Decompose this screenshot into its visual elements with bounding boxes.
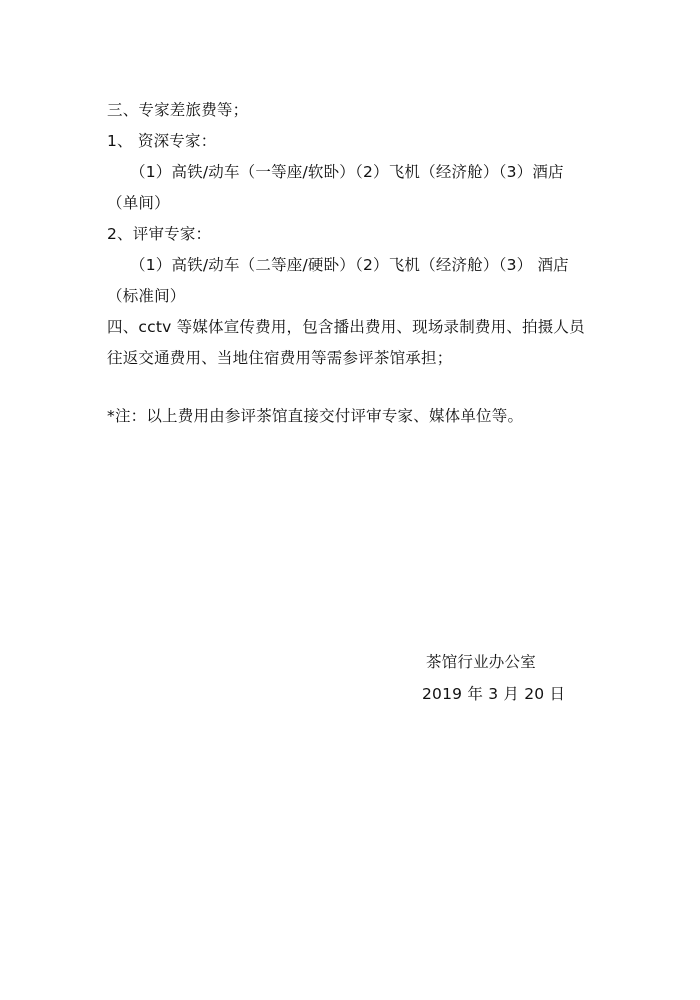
section-four-line-1: 四、cctv 等媒体宣传费用，包含播出费用、现场录制费用、拍摄人员 (107, 318, 585, 336)
signature-date: 2019 年 3 月 20 日 (422, 685, 566, 703)
section-three-heading: 三、专家差旅费等； (107, 101, 249, 119)
senior-expert-details-line-1: （1）高铁/动车（一等座/软卧）（2）飞机（经济舱）（3）酒店 (130, 163, 564, 181)
review-expert-details-line-2: （标准间） (107, 287, 186, 305)
review-expert-label: 2、评审专家： (107, 225, 212, 243)
senior-expert-details-line-2: （单间） (107, 194, 170, 212)
senior-expert-label: 1、 资深专家： (107, 132, 217, 150)
review-expert-details-line-1: （1）高铁/动车（二等座/硬卧）（2）飞机（经济舱）（3） 酒店 (130, 256, 569, 274)
signature-organization: 茶馆行业办公室 (426, 653, 536, 671)
fee-note: *注：以上费用由参评茶馆直接交付评审专家、媒体单位等。 (107, 407, 524, 425)
section-four-line-2: 往返交通费用、当地住宿费用等需参评茶馆承担； (107, 349, 453, 367)
